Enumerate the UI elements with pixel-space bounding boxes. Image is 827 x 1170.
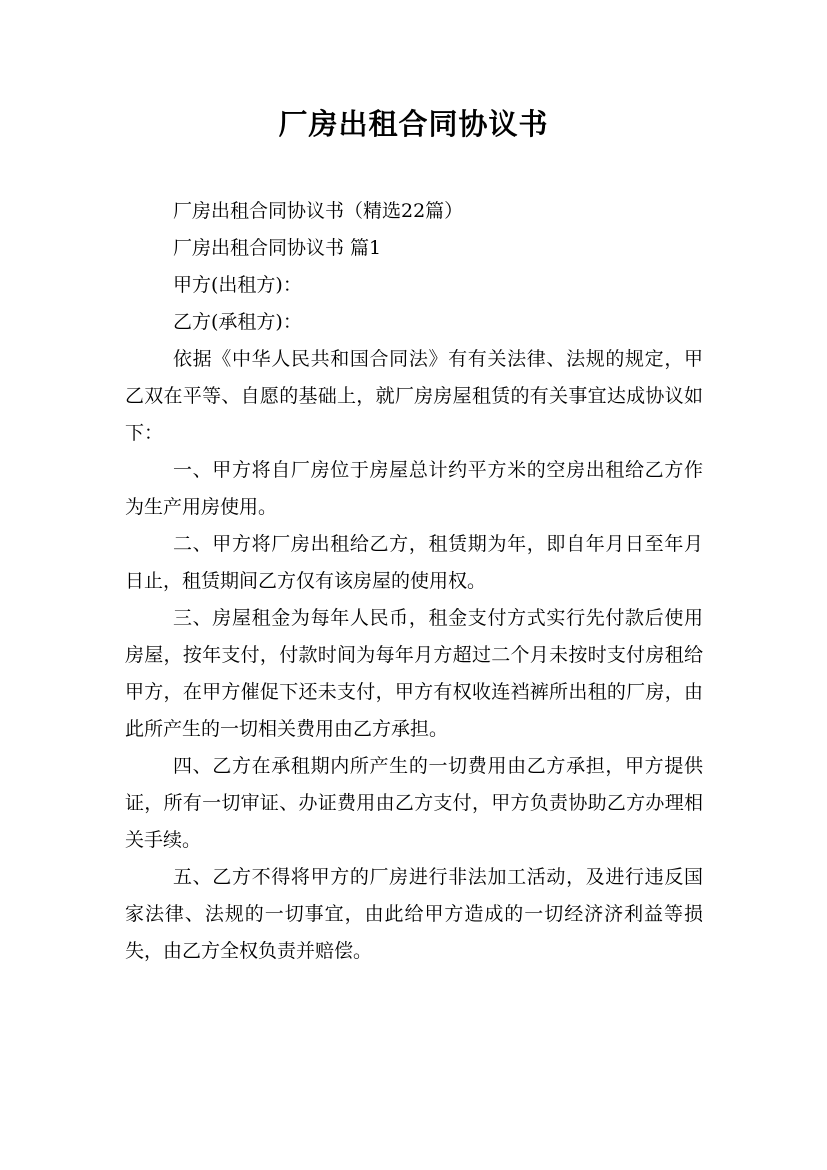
paragraph-clause-4: 四、乙方在承租期内所产生的一切费用由乙方承担，甲方提供证，所有一切审证、办证费用由乙方支付，甲方负责协助乙方办理相关手续。 <box>125 755 703 851</box>
document-title: 厂房出租合同协议书 <box>278 107 549 141</box>
paragraph-preamble: 依据《中华人民共和国合同法》有有关法律、法规的规定，甲乙双在平等、自愿的基础上，就厂房房屋租赁的有关事宜达成协议如下： <box>125 348 703 444</box>
paragraph-party-b: 乙方(承租方)： <box>173 311 302 333</box>
paragraph-subtitle: 厂房出租合同协议书（精选22篇） <box>173 200 464 222</box>
paragraph-clause-2: 二、甲方将厂房出租给乙方，租赁期为年，即自年月日至年月日止，租赁期间乙方仅有该房屋的使用权。 <box>125 533 703 592</box>
paragraph-clause-3: 三、房屋租金为每年人民币，租金支付方式实行先付款后使用房屋，按年支付，付款时间为每年月方超过二个月未按时支付房租给甲方，在甲方催促下还未支付，甲方有权收连裆裤所出租的厂房，由此所产生的一切相关费用由乙方承担。 <box>125 607 703 740</box>
paragraph-clause-5: 五、乙方不得将甲方的厂房进行非法加工活动，及进行违反国家法律、法规的一切事宜，由此给甲方造成的一切经济济利益等损失，由乙方全权负责并赔偿。 <box>125 866 703 962</box>
paragraph-party-a: 甲方(出租方)： <box>173 274 302 296</box>
paragraph-section-heading: 厂房出租合同协议书 篇1 <box>173 237 382 259</box>
paragraph-clause-1: 一、甲方将自厂房位于房屋总计约平方米的空房出租给乙方作为生产用房使用。 <box>125 459 703 518</box>
document-body <box>125 193 703 970</box>
